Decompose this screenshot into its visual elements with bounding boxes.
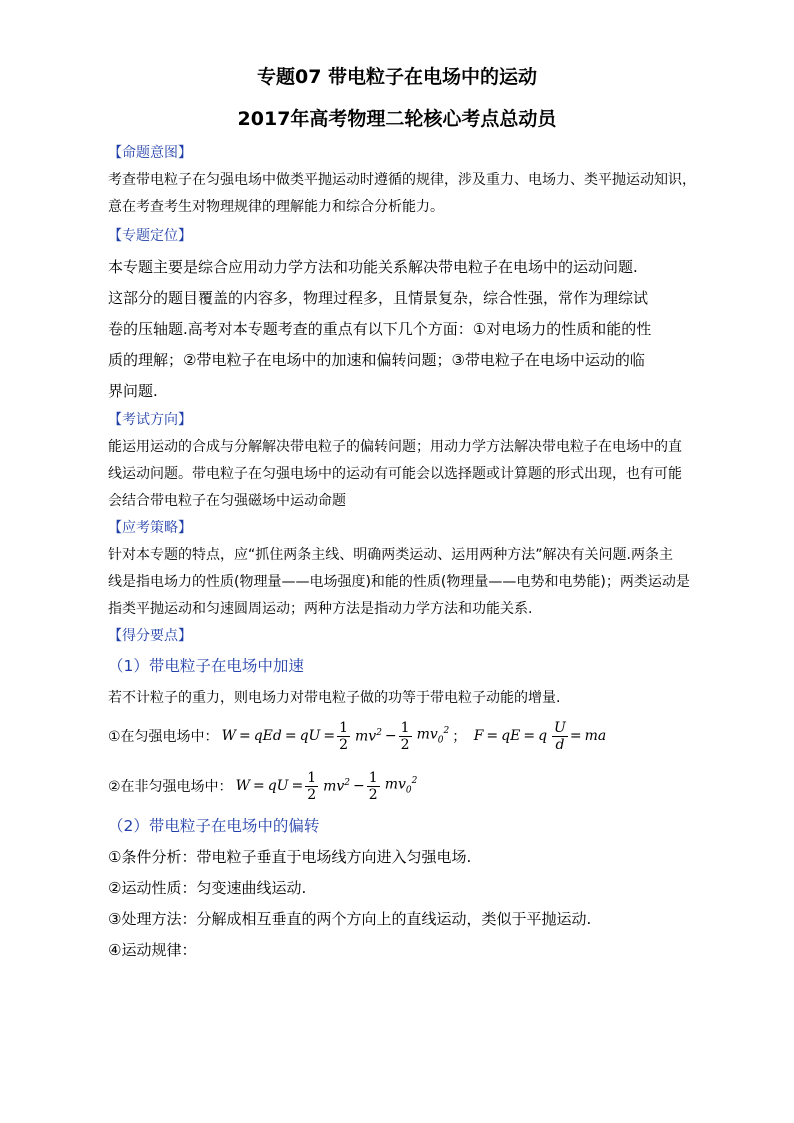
paragraph-line: 这部分的题目覆盖的内容多，物理过程多，且情景复杂，综合性强，常作为理综试 xyxy=(108,289,649,307)
section-heading-strategy: 【应考策略】 xyxy=(108,520,192,536)
paragraph-line: 界问题. xyxy=(108,382,158,400)
page-subtitle: 2017年高考物理二轮核心考点总动员 xyxy=(237,108,557,130)
section-heading-position: 【专题定位】 xyxy=(108,228,192,244)
paragraph-line: ①条件分析：带电粒子垂直于电场线方向进入匀强电场. xyxy=(108,848,472,866)
paragraph-line: 针对本专题的特点，应“抓住两条主线、明确两类运动、运用两种方法”解决有关问题.两条主 xyxy=(108,547,673,563)
paragraph-line: 意在考查考生对物理规律的理解能力和综合分析能力。 xyxy=(108,199,444,215)
paragraph-line: 考查带电粒子在匀强电场中做类平抛运动时遵循的规律，涉及重力、电场力、类平抛运动知识， xyxy=(108,172,696,188)
paragraph-line: ②运动性质：匀变速曲线运动. xyxy=(108,879,307,897)
paragraph-line: ③处理方法：分解成相互垂直的两个方向上的直线运动，类似于平抛运动. xyxy=(108,910,592,928)
section-heading-points: 【得分要点】 xyxy=(108,628,192,644)
formula-label: ①在匀强电场中： xyxy=(108,729,219,745)
paragraph-line: 卷的压轴题.高考对本专题考查的重点有以下几个方面：①对电场力的性质和能的性 xyxy=(108,320,652,338)
paragraph-line: 能运用运动的合成与分解解决带电粒子的偏转问题；用动力学方法解决带电粒子在电场中的直 xyxy=(108,439,682,455)
paragraph-line: 指类平抛运动和匀速圆周运动；两种方法是指动力学方法和功能关系. xyxy=(108,601,533,617)
paragraph-line: 质的理解；②带电粒子在电场中的加速和偏转问题；③带电粒子在电场中运动的临 xyxy=(108,351,645,369)
formula-nonuniform-field: ②在非匀强电场中： W = qU = $\frac{1}{2}$ $mv^2$ − $\frac{1}{2}$ $mv_0^2$ xyxy=(108,769,418,803)
paragraph-line: 若不计粒子的重力，则电场力对带电粒子做的功等于带电粒子动能的增量. xyxy=(108,690,561,706)
paragraph-line: ④运动规律： xyxy=(108,941,197,959)
section-heading-intent: 【命题意图】 xyxy=(108,145,192,161)
paragraph-line: 会结合带电粒子在匀强磁场中运动命题 xyxy=(108,493,346,509)
subsection-heading-acceleration: （1）带电粒子在电场中加速 xyxy=(108,657,304,675)
page-title: 专题07 带电粒子在电场中的运动 xyxy=(256,66,538,88)
paragraph-line: 线运动问题。带电粒子在匀强电场中的运动有可能会以选择题或计算题的形式出现，也有可能 xyxy=(108,466,682,482)
formula-uniform-field: ①在匀强电场中： W = qEd = qU = $\frac{1}{2}$ $mv^2$ − $\frac{1}{2}$ $mv_0^2$ ； F = qE = q $\frac{U}{d}$ = ma xyxy=(108,719,607,753)
formula-label: ②在非匀强电场中： xyxy=(108,779,233,795)
paragraph-line: 线是指电场力的性质(物理量——电场强度)和能的性质(物理量——电势和电势能)；两类运动是 xyxy=(108,574,690,590)
paragraph-line: 本专题主要是综合应用动力学方法和功能关系解决带电粒子在电场中的运动问题. xyxy=(108,258,638,276)
section-heading-exam: 【考试方向】 xyxy=(108,412,192,428)
subsection-heading-deflection: （2）带电粒子在电场中的偏转 xyxy=(108,817,320,835)
